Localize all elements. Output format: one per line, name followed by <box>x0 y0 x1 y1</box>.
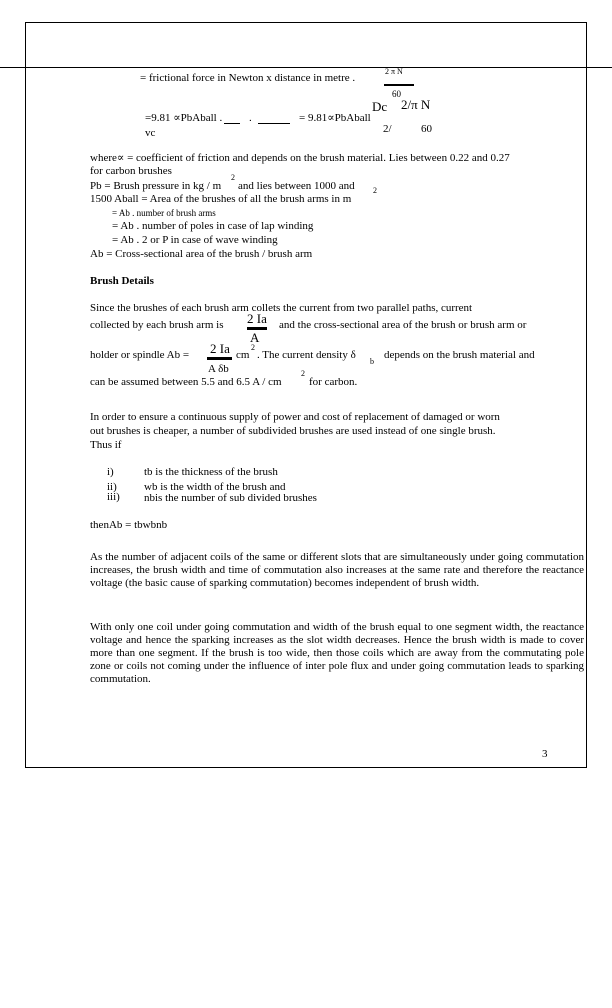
paragraph1-line3-cont: depends on the brush material and <box>384 349 535 361</box>
formula-line1-denominator: 60 <box>392 89 401 99</box>
formula-line2-vc: vc <box>145 127 156 139</box>
section-heading: Brush Details <box>90 275 154 287</box>
formula-line2-numerator: 2/π N <box>401 97 431 112</box>
current-density-text: . The current density δ <box>257 349 356 361</box>
current-density-sub: b <box>370 357 374 366</box>
list-item-text: wb is the width of the brush and <box>144 481 286 493</box>
definition-alpha: where∝ = coefficient of friction and depends on the brush material. Lies between 0.22 and 0.27 <box>90 152 510 164</box>
paragraph2-line3: Thus if <box>90 439 122 451</box>
paragraph3: As the number of adjacent coils of the same or different slots that are simultaneously under going commutation increases, the brush width and time of commutation also increases at the same rate and therefore the reactance voltage (the basic cause of sparking commutation) becomes independent of brush width. <box>90 551 584 589</box>
formula-line2-den-b: 60 <box>421 123 432 135</box>
formula-line2-dot: . <box>249 112 252 124</box>
definition-pb-tail: and lies between 1000 and <box>238 180 355 192</box>
definition-ab: Ab = Cross-sectional area of the brush / brush arm <box>90 248 313 260</box>
paragraph2-line1: In order to ensure a continuous supply of power and cost of replacement of damaged or worn <box>90 411 500 423</box>
definition-aball: 1500 Aball = Area of the brushes of all the brush arms in m <box>90 193 352 205</box>
fraction-bar <box>384 84 414 86</box>
fraction-bar <box>224 123 240 124</box>
formula-line1: = frictional force in Newton x distance in metre . <box>140 72 356 84</box>
formula-line2: =9.81 ∝PbAball . <box>145 112 223 124</box>
fraction2-denominator: A δb <box>208 363 229 375</box>
formula-line1-numerator: 2 π N <box>385 67 403 76</box>
fraction2-numerator: 2 Ia <box>210 341 230 356</box>
paragraph1-line4: can be assumed between 5.5 and 6.5 A / cm <box>90 376 282 388</box>
paragraph1-line4-cont: for carbon. <box>309 376 358 388</box>
definition-sub2: = Ab . number of poles in case of lap winding <box>112 220 314 232</box>
definition-pb: Pb = Brush pressure in kg / m <box>90 180 222 192</box>
list-item-number: i) <box>107 466 114 478</box>
paragraph1-line1: Since the brushes of each brush arm collets the current from two parallel paths, current <box>90 302 473 314</box>
fraction1-numerator: 2 Ia <box>247 311 267 326</box>
fraction-bar <box>207 357 232 360</box>
definition-aball-sup: 2 <box>373 186 377 195</box>
definition-sub1: = Ab . number of brush arms <box>112 208 216 218</box>
formula-line2-dc: Dc <box>372 99 388 114</box>
paragraph1-line2-cont: and the cross-sectional area of the brush or brush arm or <box>279 319 527 331</box>
formula-line2-eq: = 9.81∝PbAball <box>299 112 371 124</box>
definition-pb-sup: 2 <box>231 173 235 182</box>
fraction1-denominator: A <box>250 330 260 345</box>
unit-cm-sup: 2 <box>251 343 255 352</box>
paragraph1-line4-sup: 2 <box>301 369 305 378</box>
unit-cm: cm <box>236 349 250 361</box>
list-item-number: ii) <box>107 481 117 493</box>
paragraph1-line2: collected by each brush arm is <box>90 319 224 331</box>
list-item-text: tb is the thickness of the brush <box>144 466 278 478</box>
paragraph1-line3: holder or spindle Ab = <box>90 349 190 361</box>
page-number: 3 <box>542 748 548 760</box>
formula-line2-den-a: 2/ <box>383 123 392 135</box>
definition-alpha-cont: for carbon brushes <box>90 165 172 177</box>
then-equation: thenAb = tbwbnb <box>90 519 168 531</box>
list-item-text: nbis the number of sub divided brushes <box>144 492 317 504</box>
definition-sub3: = Ab . 2 or P in case of wave winding <box>112 234 278 246</box>
paragraph4: With only one coil under going commutation and width of the brush equal to one segment width, the reactance voltage and hence the sparking increases as the slot width decreases. Hence the brush width is made to cover more than one segment. If the brush is too wide, then those coils which are away from the commutating pole zone or coils not coming under the influence of inter pole flux and under going commutation leads to sparking commutation. <box>90 621 584 685</box>
paragraph2-line2: out brushes is cheaper, a number of subdivided brushes are used instead of one single brush. <box>90 425 496 437</box>
fraction-bar <box>258 123 290 124</box>
list-item-number: iii) <box>107 491 120 503</box>
